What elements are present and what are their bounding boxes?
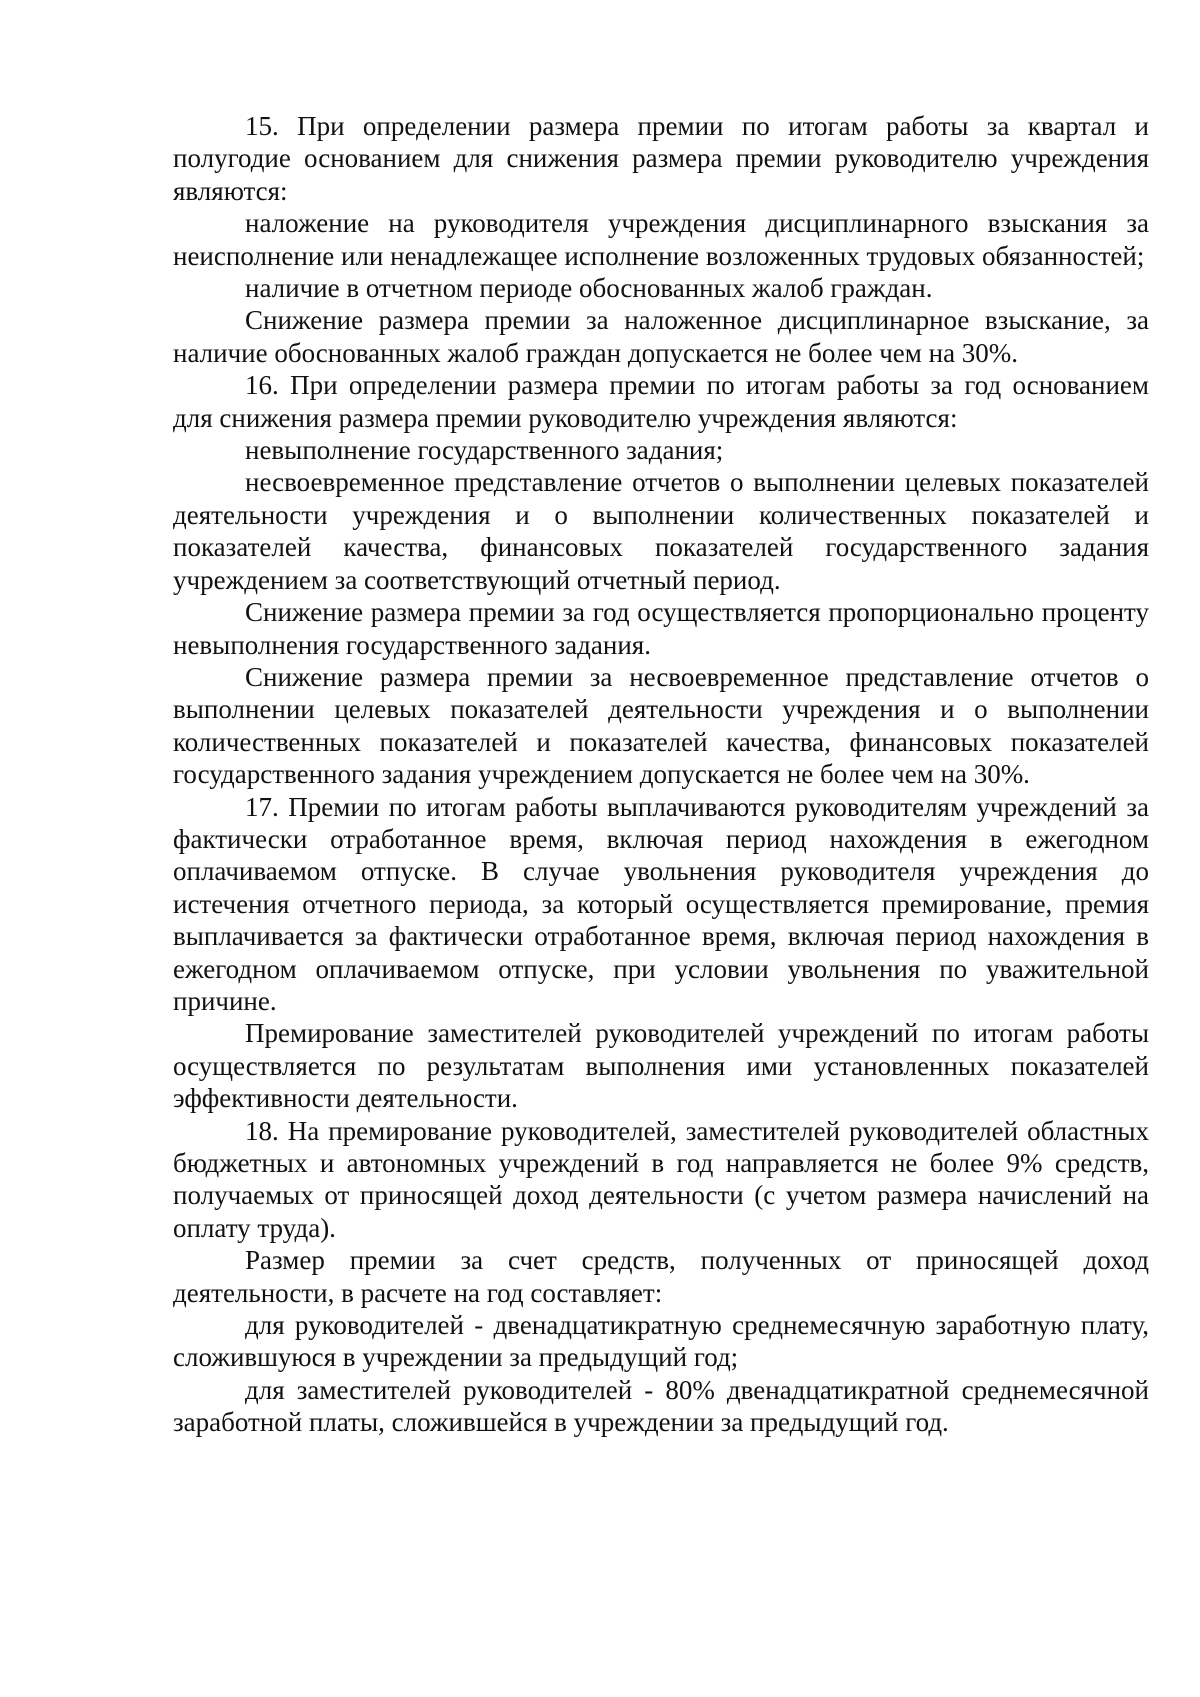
- paragraph-reduction-30-percent: Снижение размера премии за наложенное дисциплинарное взыскание, за наличие обоснованных жалоб граждан допускается не более чем на 30%.: [173, 305, 1149, 368]
- paragraph-citizen-complaints: наличие в отчетном периоде обоснованных жалоб граждан.: [245, 273, 933, 304]
- paragraph-late-reports-reduction: Снижение размера премии за несвоевременное представление отчетов о выполнении целевых показателей деятельности учреждения и о выполнении количественных показателей и показателей качества, финансовых показателей государственного задания учреждением допускается не более чем на 30%.: [173, 661, 1149, 790]
- paragraph-heads-bonus: для руководителей - двенадцатикратную среднемесячную заработную плату, сложившуюся в учреждении за предыдущий год;: [173, 1310, 1149, 1373]
- paragraph-state-task-failure: невыполнение государственного задания;: [245, 435, 724, 466]
- paragraph-16-intro: 16. При определении размера премии по итогам работы за год основанием для снижения размера премии руководителю учреждения являются:: [173, 370, 1149, 433]
- document-page: [173, 110, 1149, 1439]
- paragraph-bonus-size: Размер премии за счет средств, полученных от приносящей доход деятельности, в расчете на год составляет:: [173, 1245, 1149, 1308]
- paragraph-proportional-reduction: Снижение размера премии за год осуществляется пропорционально проценту невыполнения государственного задания.: [173, 597, 1149, 660]
- paragraph-deputy-bonuses: Премирование заместителей руководителей учреждений по итогам работы осуществляется по результатам выполнения ими установленных показателей эффективности деятельности.: [173, 1018, 1149, 1114]
- paragraph-17-payments: 17. Премии по итогам работы выплачиваются руководителям учреждений за фактически отработанное время, включая период нахождения в ежегодном оплачиваемом отпуске. В случае увольнения руководителя учреждения до истечения отчетного периода, за который осуществляется премирование, премия выплачивается за фактически отработанное время, включая период нахождения в ежегодном оплачиваемом отпуске, при условии увольнения по уважительной причине.: [173, 791, 1149, 1016]
- paragraph-15-intro: 15. При определении размера премии по итогам работы за квартал и полугодие основанием для снижения размера премии руководителю учреждения являются:: [173, 111, 1149, 206]
- paragraph-disciplinary-penalty: наложение на руководителя учреждения дисциплинарного взыскания за неисполнение или ненадлежащее исполнение возложенных трудовых обязанностей;: [173, 208, 1149, 271]
- paragraph-late-reports: несвоевременное представление отчетов о выполнении целевых показателей деятельности учреждения и о выполнении количественных показателей и показателей качества, финансовых показателей государственного задания учреждением за соответствующий отчетный период.: [173, 467, 1149, 595]
- paragraph-18-funding: 18. На премирование руководителей, заместителей руководителей областных бюджетных и автономных учреждений в год направляется не более 9% средств, получаемых от приносящей доход деятельности (с учетом размера начислений на оплату труда).: [173, 1115, 1149, 1243]
- paragraph-deputies-bonus: для заместителей руководителей - 80% двенадцатикратной среднемесячной заработной платы, сложившейся в учреждении за предыдущий год.: [173, 1374, 1149, 1438]
